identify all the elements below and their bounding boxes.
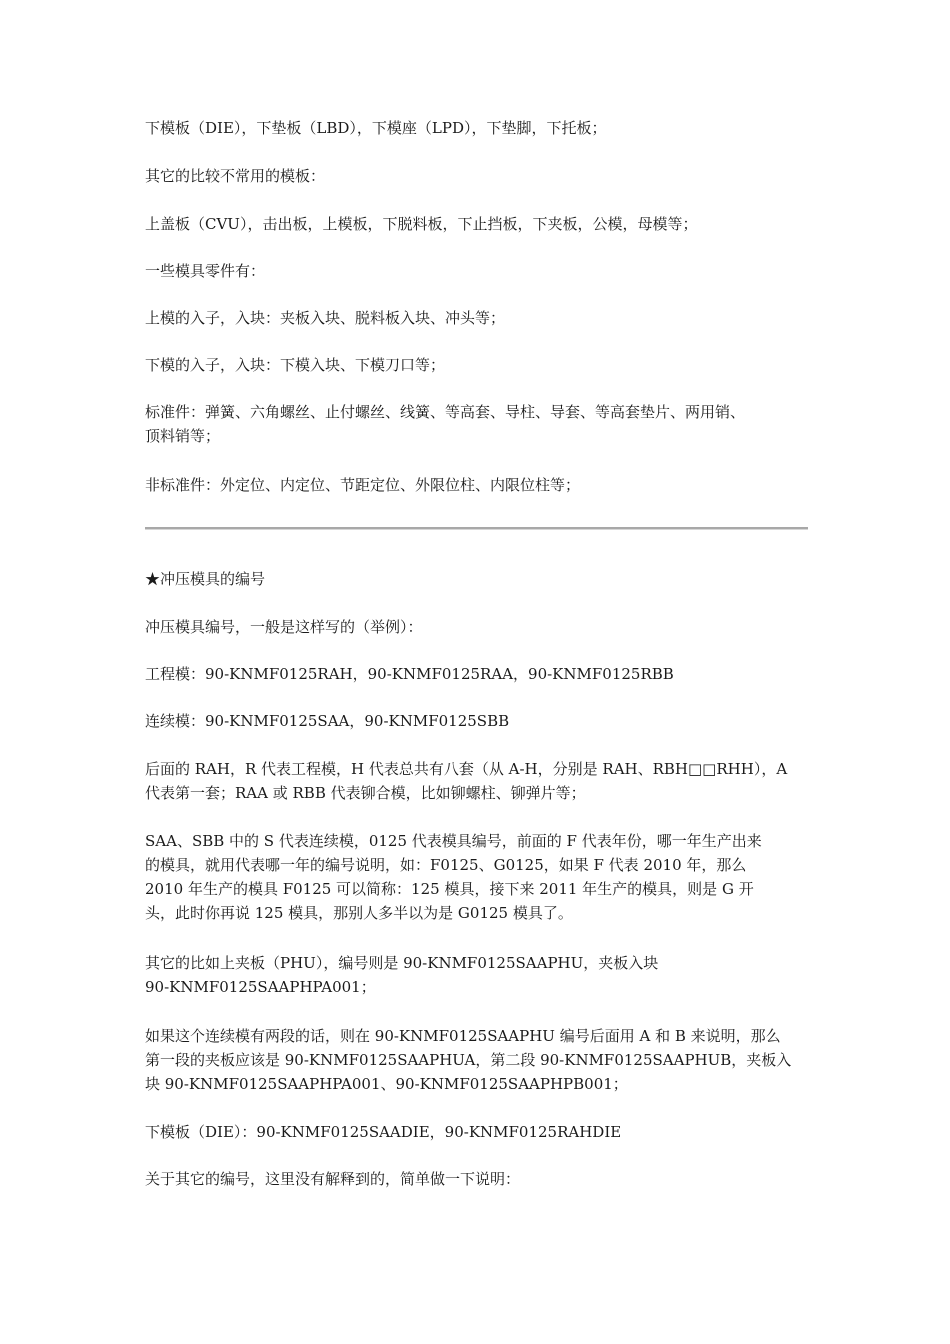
paragraph-nonstandard-parts	[145, 473, 810, 497]
text-line: 头，此时你再说 125 模具，那别人多半以为是 G0125 模具了。	[145, 904, 573, 922]
paragraph-two-stage	[145, 1024, 810, 1096]
text-line: 标准件：弹簧、六角螺丝、止付螺丝、线簧、等高套、导柱、导套、等高套垫片、两用销、	[145, 403, 746, 421]
text-line: 工程模：90-KNMF0125RAH，90-KNMF0125RAA，90-KNMF0125RBB	[145, 665, 674, 683]
text-line: 上模的入子，入块：夹板入块、脱料板入块、冲头等；	[145, 309, 506, 327]
horizontal-divider	[145, 527, 808, 530]
text-line: 一些模具零件有：	[145, 262, 266, 280]
text-line: 下模的入子，入块：下模入块、下模刀口等；	[145, 356, 446, 374]
paragraph-lower-inserts	[145, 353, 810, 377]
text-line: 非标准件：外定位、内定位、节距定位、外限位柱、内限位柱等；	[145, 476, 581, 494]
text-line: 下模板（DIE），下垫板（LBD），下模座（LPD），下垫脚，下托板；	[145, 119, 607, 137]
text-line: 冲压模具编号，一般是这样写的（举例）：	[145, 618, 423, 636]
paragraph-lower-die-plate	[145, 1120, 810, 1144]
paragraph-lower-plates	[145, 116, 810, 140]
paragraph-progressive-die	[145, 709, 810, 733]
text-line: 90-KNMF0125SAAPHPA001；	[145, 978, 376, 996]
text-line: 关于其它的编号，这里没有解释到的，简单做一下说明：	[145, 1170, 521, 1188]
text-line: 连续模：90-KNMF0125SAA，90-KNMF0125SBB	[145, 712, 510, 730]
paragraph-parts-intro	[145, 259, 810, 283]
text-line: 后面的 RAH，R 代表工程模，H 代表总共有八套（从 A-H，分别是 RAH、RBH□□RHH），A	[145, 760, 788, 778]
text-line: 顶料销等；	[145, 427, 221, 445]
text-line: 如果这个连续模有两段的话，则在 90-KNMF0125SAAPHU 编号后面用 A 和 B 来说明，那么	[145, 1027, 781, 1045]
paragraph-rah-explanation	[145, 757, 810, 805]
paragraph-upper-inserts	[145, 306, 810, 330]
text-line: 下模板（DIE）：90-KNMF0125SAADIE，90-KNMF0125RAHDIE	[145, 1123, 622, 1141]
text-line: 代表第一套；RAA 或 RBB 代表铆合模，比如铆螺柱、铆弹片等；	[145, 784, 586, 802]
text-line: 其它的比如上夹板（PHU），编号则是 90-KNMF0125SAAPHU，夹板入块	[145, 954, 659, 972]
text-line: 2010 年生产的模具 F0125 可以简称：125 模具，接下来 2011 年生产的模具，则是 G 开	[145, 880, 754, 898]
section-heading: ★冲压模具的编号	[145, 570, 266, 588]
paragraph-other-numbering	[145, 1167, 810, 1191]
paragraph-upper-clamp-plate	[145, 951, 810, 999]
paragraph-engineering-die	[145, 662, 810, 686]
paragraph-saa-explanation	[145, 829, 810, 925]
paragraph-standard-parts	[145, 400, 810, 448]
paragraph-uncommon-plates-intro	[145, 164, 810, 188]
text-line: 第一段的夹板应该是 90-KNMF0125SAAPHUA，第二段 90-KNMF0125SAAPHUB，夹板入	[145, 1051, 792, 1069]
text-line: 的模具，就用代表哪一年的编号说明，如：F0125、G0125，如果 F 代表 2010 年，那么	[145, 856, 747, 874]
paragraph-numbering-intro	[145, 615, 810, 639]
text-line: 其它的比较不常用的模板：	[145, 167, 326, 185]
text-line: 块 90-KNMF0125SAAPHPA001、90-KNMF0125SAAPHPB001；	[145, 1075, 628, 1093]
paragraph-uncommon-plates	[145, 212, 810, 236]
text-line: SAA、SBB 中的 S 代表连续模，0125 代表模具编号，前面的 F 代表年份，哪一年生产出来	[145, 832, 762, 850]
text-line: 上盖板（CVU），击出板，上模板，下脱料板，下止挡板，下夹板，公模，母模等；	[145, 215, 698, 233]
